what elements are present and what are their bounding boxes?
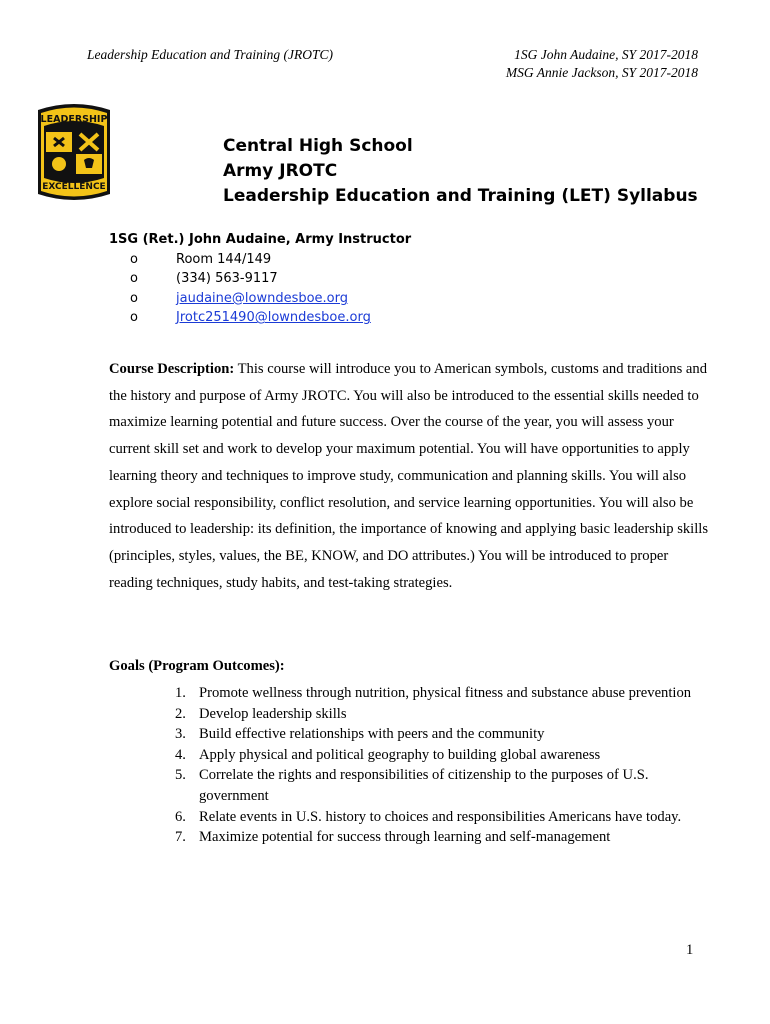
title-school: Central High School (223, 136, 413, 156)
goal-number: 4. (175, 746, 186, 763)
goal-item (175, 827, 695, 848)
email-link-2[interactable]: Jrotc251490@lowndesboe.org (176, 310, 371, 326)
goal-number: 1. (175, 685, 186, 701)
goal-text: Correlate the rights and responsibilities of citizenship to the purposes of U.S. government (199, 767, 649, 804)
goals-heading: Goals (Program Outcomes): (109, 658, 285, 674)
bullet: o (130, 252, 138, 267)
goal-item (175, 765, 695, 806)
email-link-1[interactable]: jaudaine@lowndesboe.org (176, 290, 349, 306)
leadership-excellence-logo (36, 102, 112, 206)
course-description-label: Course Description: (109, 361, 235, 377)
contact-email-2 (109, 308, 411, 327)
bullet: o (130, 271, 138, 287)
phone-text: (334) 563-9117 (176, 271, 278, 287)
goal-text: Build effective relationships with peers and the community (199, 726, 545, 743)
instructor-name: 1SG (Ret.) John Audaine, Army Instructor (109, 232, 412, 247)
goal-item (175, 745, 695, 766)
contact-list (109, 250, 411, 328)
goal-item (175, 683, 695, 704)
goal-item (175, 704, 695, 725)
title-syllabus: Leadership Education and Training (LET) Syllabus (223, 186, 698, 206)
contact-phone (109, 269, 411, 288)
course-description (109, 356, 709, 596)
goal-text: Relate events in U.S. history to choices and responsibilities Americans have today. (199, 808, 682, 825)
goals-list (175, 683, 695, 848)
logo-top-text: LEADERSHIP (40, 114, 108, 125)
contact-email-1 (109, 289, 411, 308)
header-line-1: 1SG John Audaine, SY 2017-2018 (514, 47, 698, 62)
goal-number: 7. (175, 829, 186, 846)
title-program: Army JROTC (223, 161, 338, 181)
goal-text: Maximize potential for success through learning and self-management (199, 829, 611, 846)
goal-item (175, 724, 695, 745)
page-number: 1 (686, 942, 694, 958)
goal-number: 5. (175, 767, 186, 784)
goal-number: 2. (175, 705, 186, 722)
logo-bottom-text: EXCELLENCE (42, 182, 106, 192)
instructor-contact (109, 230, 411, 328)
room-text: Room 144/149 (176, 252, 272, 267)
running-header-left: Leadership Education and Training (JROTC) (87, 47, 333, 62)
goal-text: Develop leadership skills (199, 705, 347, 722)
running-header-right (506, 46, 698, 82)
document-title (223, 134, 698, 209)
goal-number: 3. (175, 726, 186, 743)
contact-room (109, 250, 411, 269)
course-description-text: This course will introduce you to American symbols, customs and traditions and the history and purpose of Army JROTC. You will also be introduced to the essential skills needed to maximize learning potential and future success. Over the course of the year, you will assess your current skill set and work to develop your maximum potential. You will have opportunities to apply learning theory and techniques to improve study, communication and planning skills. You will also explore social responsibility, conflict resolution, and service learning opportunities. You will also be introduced to leadership: its definition, the importance of knowing and applying basic leadership skills (principles, styles, values, the BE, KNOW, and DO attributes.) You will be introduced to proper reading techniques, study habits, and test-taking strategies. (109, 361, 709, 591)
header-line-2: MSG Annie Jackson, SY 2017-2018 (505, 65, 698, 80)
goal-number: 6. (175, 808, 186, 825)
goal-text: Promote wellness through nutrition, physical fitness and substance abuse prevention (199, 685, 692, 701)
goal-text: Apply physical and political geography to building global awareness (199, 746, 601, 763)
goal-item (175, 807, 695, 828)
bullet: o (130, 290, 138, 306)
bullet: o (130, 310, 138, 326)
